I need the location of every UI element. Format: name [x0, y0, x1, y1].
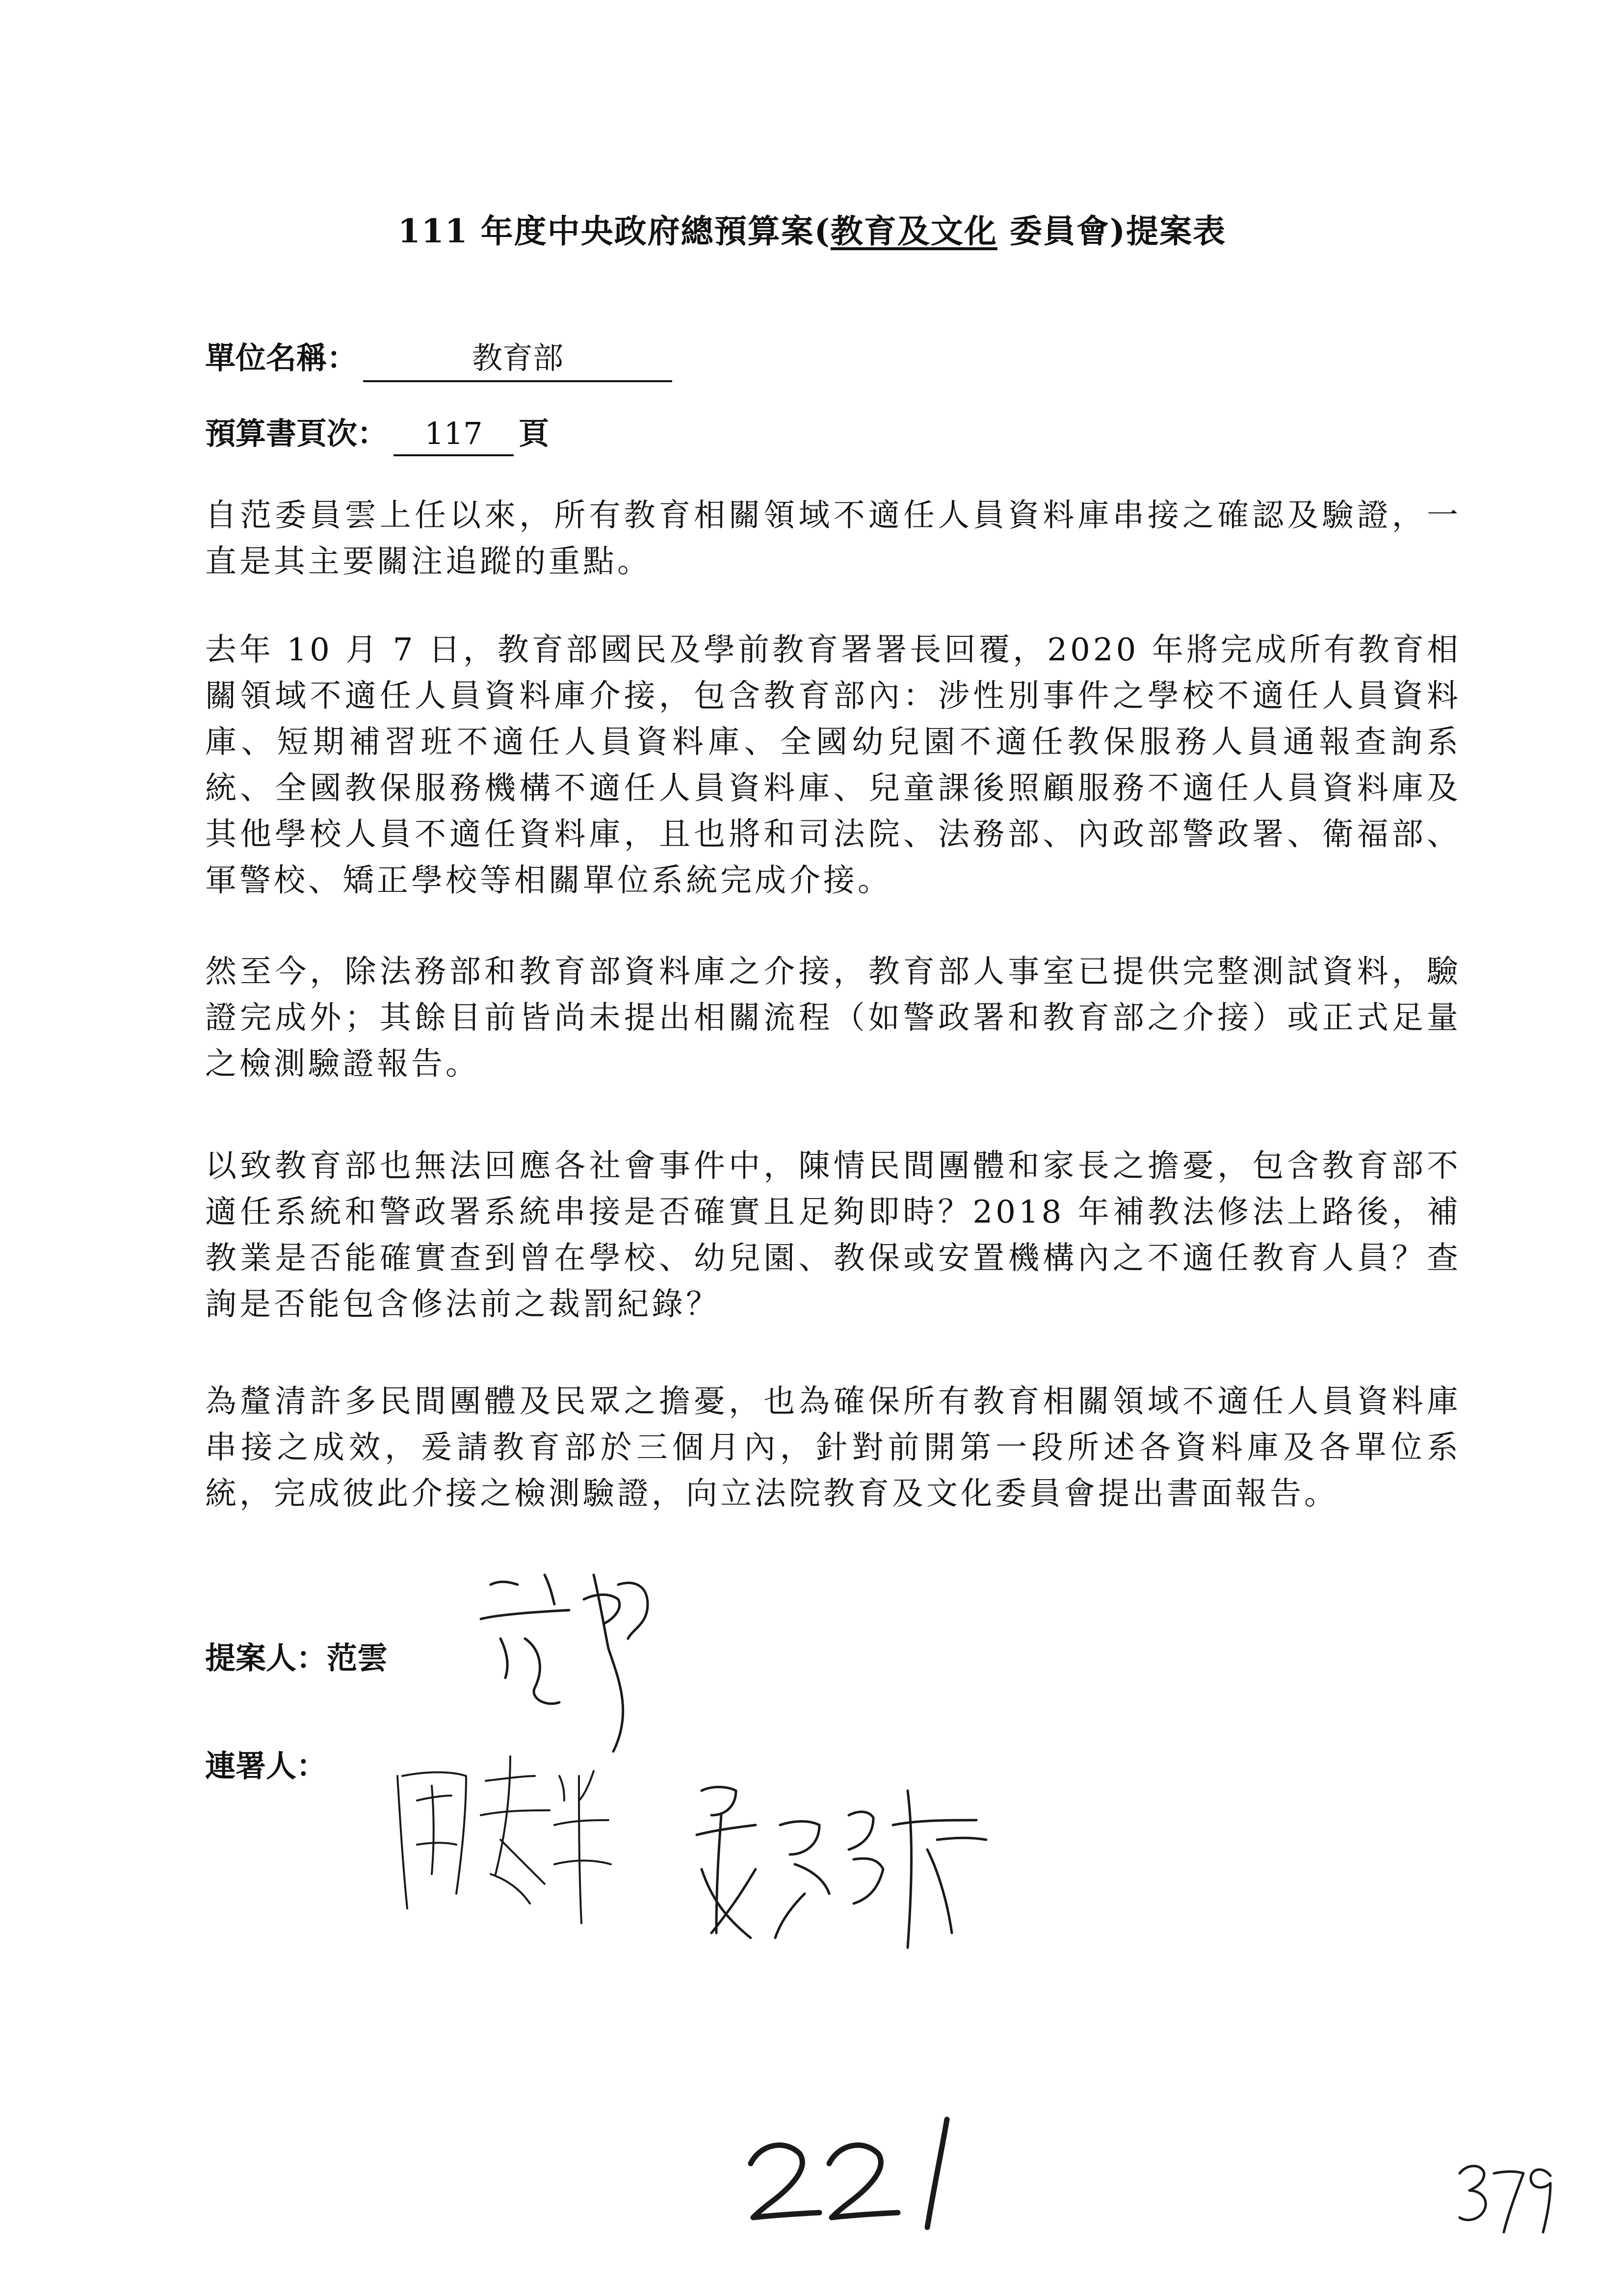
paragraph-3: 然至今，除法務部和教育部資料庫之介接，教育部人事室已提供完整測試資料，驗證完成外；其餘目前皆尚未提出相關流程（如警政署和教育部之介接）或正式足量之檢測驗證報告。	[205, 954, 1461, 1082]
budget-page-label: 預算書頁次：	[205, 416, 388, 451]
cosigner-label: 連署人：	[205, 1748, 327, 1784]
unit-name-field	[205, 334, 672, 382]
paragraph-2: 去年 10 月 7 日，教育部國民及學前教育署署長回覆，2020 年將完成所有教育相關領域不適任人員資料庫介接，包含教育部內：涉性別事件之學校不適任人員資料庫、短期補習班不適任人員資料庫、全國幼兒園不適任教保服務人員通報查詢系統、全國教保服務機構不適任人員資料庫、兒童課後照顧服務不適任人員資料庫及其他學校人員不適任資料庫，且也將和司法院、法務部、內政部警政署、衛福部、軍警校、矯正學校等相關單位系統完成介接。	[205, 632, 1461, 899]
proposer-label: 提案人：范雲	[205, 1640, 388, 1676]
paragraph-1: 自范委員雲上任以來，所有教育相關領域不適任人員資料庫串接之確認及驗證，一直是其主要關注追蹤的重點。	[205, 497, 1461, 580]
title-suffix: 委員會)提案表	[997, 212, 1227, 250]
title-prefix: 111 年度中央政府總預算案(	[397, 212, 831, 250]
cosigner-signature-2	[682, 1771, 996, 1967]
proposer-signature	[471, 1565, 677, 1761]
unit-name-value: 教育部	[363, 334, 672, 382]
budget-page-field	[205, 409, 549, 456]
unit-name-label: 單位名稱：	[205, 340, 358, 376]
budget-page-suffix: 頁	[519, 416, 550, 451]
page-title	[0, 205, 1624, 252]
paragraph-5: 為釐清許多民間團體及民眾之擔憂，也為確保所有教育相關領域不適任人員資料庫串接之成效，爰請教育部於三個月內，針對前開第一段所述各資料庫及各單位系統，完成彼此介接之檢測驗證，向立法院教育及文化委員會提出書面報告。	[205, 1383, 1461, 1512]
title-committee: 教育及文化	[830, 212, 997, 250]
cosigner-signature-1	[388, 1747, 618, 1933]
budget-page-value: 117	[393, 416, 514, 456]
handwritten-corner-number	[1452, 2154, 1560, 2237]
paragraph-4: 以致教育部也無法回應各社會事件中，陳情民間團體和家長之擔憂，包含教育部不適任系統和警政署系統串接是否確實且足夠即時？2018 年補教法修法上路後，補教業是否能確實查到曾在學校、幼兒園、教保或安置機構內之不適任教育人員？查詢是否能包含修法前之裁罰紀錄？	[205, 1148, 1461, 1323]
handwritten-page-number	[741, 2105, 996, 2232]
